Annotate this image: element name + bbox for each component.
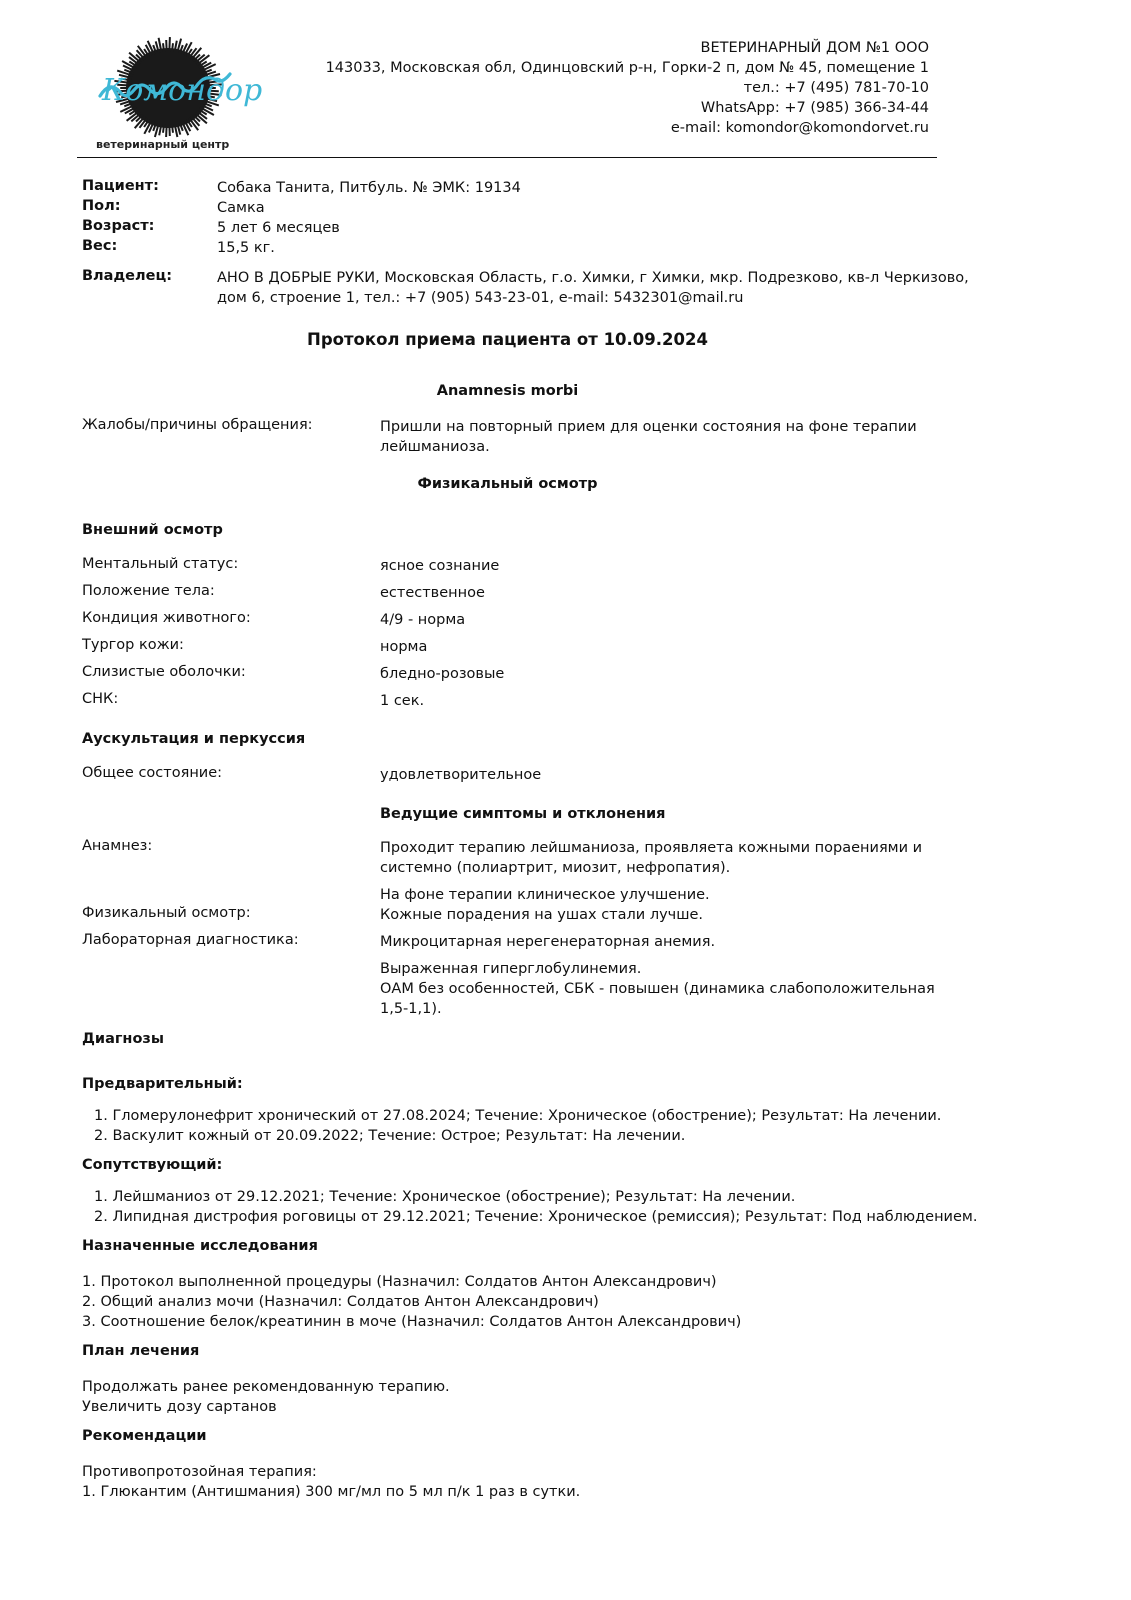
exam-row-label: Кондиция животного: bbox=[82, 610, 251, 626]
clinic-logo bbox=[92, 38, 263, 156]
patient-value: Собака Танита, Питбуль. № ЭМК: 19134 bbox=[217, 180, 521, 196]
exam-row-label: Ментальный статус: bbox=[82, 556, 239, 572]
recommendations-line-1: Противопротозойная терапия: bbox=[82, 1464, 317, 1480]
lab-value: Микроцитарная нерегенераторная анемия. bbox=[380, 934, 716, 950]
treatment-heading: План лечения bbox=[82, 1343, 200, 1359]
weight-label: Вес: bbox=[82, 238, 118, 254]
logo-caption: ветеринарный центр bbox=[96, 138, 230, 151]
sex-value: Самка bbox=[217, 200, 265, 216]
recommendations-line-2: 1. Глюкантим (Антишмания) 300 мг/мл по 5 мл п/к 1 раз в сутки. bbox=[82, 1484, 581, 1500]
patient-label: Пациент: bbox=[82, 178, 159, 194]
exam-value: Кожные порадения на ушах стали лучше. bbox=[380, 907, 704, 923]
symptoms-heading: Ведущие симптомы и отклонения bbox=[380, 806, 666, 822]
study-item: 1. Протокол выполненной процедуры (Назначил: Солдатов Антон Александрович) bbox=[82, 1274, 717, 1290]
clinic-phone: тел.: +7 (495) 781-70-10 bbox=[743, 80, 929, 96]
lab-line-4: 1,5-1,1). bbox=[380, 1001, 442, 1017]
anamnesis-label: Анамнез: bbox=[82, 838, 153, 854]
clinic-whatsapp: WhatsApp: +7 (985) 366-34-44 bbox=[700, 100, 929, 116]
anamnesis-line-1: Проходит терапию лейшманиоза, проявляета кожными пораениями и bbox=[380, 840, 923, 856]
concomitant-item: 2. Липидная дистрофия роговицы от 29.12.2021; Течение: Хроническое (ремиссия); Результат: Под наблюдением. bbox=[94, 1209, 978, 1225]
improvement-line: На фоне терапии клиническое улучшение. bbox=[380, 887, 710, 903]
study-item: 3. Соотношение белок/креатинин в моче (Назначил: Солдатов Антон Александрович) bbox=[82, 1314, 742, 1330]
weight-value: 15,5 кг. bbox=[217, 240, 275, 256]
age-label: Возраст: bbox=[82, 218, 155, 234]
komondor-logo-icon bbox=[92, 38, 263, 138]
exam-row-label: Положение тела: bbox=[82, 583, 215, 599]
exam-row-label: СНК: bbox=[82, 691, 119, 707]
general-state-value: удовлетворительное bbox=[380, 767, 542, 783]
clinic-info bbox=[326, 38, 929, 138]
owner-line-2: дом 6, строение 1, тел.: +7 (905) 543-23-01, e-mail: 5432301@mail.ru bbox=[217, 290, 744, 306]
complaints-line-1: Пришли на повторный прием для оценки состояния на фоне терапии bbox=[380, 419, 917, 435]
recommendations-heading: Рекомендации bbox=[82, 1428, 207, 1444]
age-value: 5 лет 6 месяцев bbox=[217, 220, 340, 236]
anamnesis-heading: Anamnesis morbi bbox=[436, 383, 579, 399]
anamnesis-line-2: системно (полиартрит, миозит, нефропатия). bbox=[380, 860, 731, 876]
exam-label: Физикальный осмотр: bbox=[82, 905, 251, 921]
diagnoses-heading: Диагнозы bbox=[82, 1031, 164, 1047]
svg-text:Комондор: Комондор bbox=[102, 73, 263, 108]
concomitant-heading: Сопутствующий: bbox=[82, 1157, 223, 1173]
complaints-line-2: лейшманиоза. bbox=[380, 439, 490, 455]
clinic-email: e-mail: komondor@komondorvet.ru bbox=[670, 120, 929, 136]
auscultation-heading: Аускультация и перкуссия bbox=[82, 731, 306, 747]
lab-line-3: ОАМ без особенностей, СБК - повышен (динамика слабоположительная bbox=[380, 981, 935, 997]
owner-line-1: АНО В ДОБРЫЕ РУКИ, Московская Область, г.о. Химки, г Химки, мкр. Подрезково, кв-л Черкизово, bbox=[217, 270, 969, 286]
sex-label: Пол: bbox=[82, 198, 121, 214]
preliminary-heading: Предварительный: bbox=[82, 1076, 243, 1092]
lab-label: Лабораторная диагностика: bbox=[82, 932, 299, 948]
studies-heading: Назначенные исследования bbox=[82, 1238, 318, 1254]
external-heading: Внешний осмотр bbox=[82, 522, 223, 538]
exam-row-value: 4/9 - норма bbox=[380, 612, 466, 628]
exam-row-value: бледно-розовые bbox=[380, 666, 505, 682]
preliminary-item: 2. Васкулит кожный от 20.09.2022; Течение: Острое; Результат: На лечении. bbox=[94, 1128, 686, 1144]
exam-row-label: Тургор кожи: bbox=[82, 637, 184, 653]
study-item: 2. Общий анализ мочи (Назначил: Солдатов Антон Александрович) bbox=[82, 1294, 599, 1310]
protocol-title: Протокол приема пациента от 10.09.2024 bbox=[307, 330, 708, 349]
treatment-line-2: Увеличить дозу сартанов bbox=[82, 1399, 277, 1415]
treatment-line-1: Продолжать ранее рекомендованную терапию. bbox=[82, 1379, 450, 1395]
complaints-label: Жалобы/причины обращения: bbox=[82, 417, 313, 433]
preliminary-item: 1. Гломерулонефрит хронический от 27.08.2024; Течение: Хроническое (обострение); Результат: На лечении. bbox=[94, 1108, 942, 1124]
owner-label: Владелец: bbox=[82, 268, 173, 284]
clinic-name: ВЕТЕРИНАРНЫЙ ДОМ №1 ООО bbox=[700, 40, 929, 56]
lab-line-2: Выраженная гиперглобулинемия. bbox=[380, 961, 642, 977]
exam-row-value: естественное bbox=[380, 585, 485, 601]
exam-row-label: Слизистые оболочки: bbox=[82, 664, 246, 680]
clinic-address: 143033, Московская обл, Одинцовский р-н, Горки-2 п, дом № 45, помещение 1 bbox=[325, 60, 929, 76]
physical-heading: Физикальный осмотр bbox=[417, 476, 598, 492]
exam-row-value: 1 сек. bbox=[380, 693, 425, 709]
exam-row-value: норма bbox=[380, 639, 428, 655]
general-state-label: Общее состояние: bbox=[82, 765, 223, 781]
header-divider bbox=[77, 157, 937, 158]
concomitant-item: 1. Лейшманиоз от 29.12.2021; Течение: Хроническое (обострение); Результат: На лечении. bbox=[94, 1189, 796, 1205]
exam-row-value: ясное сознание bbox=[380, 558, 500, 574]
